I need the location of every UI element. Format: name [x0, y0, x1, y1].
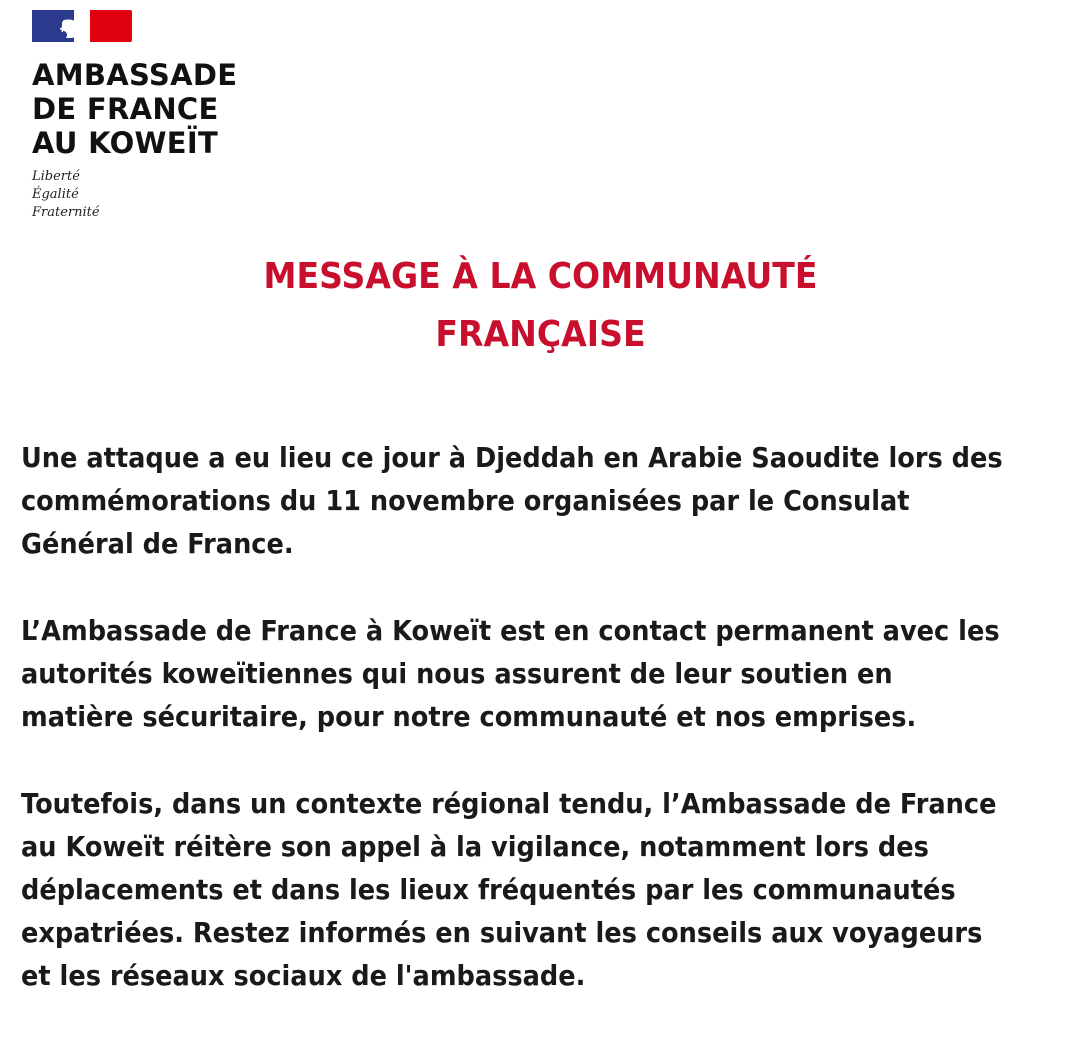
french-flag-block — [32, 10, 132, 42]
message-title-line: FRANÇAISE — [435, 314, 646, 355]
embassy-name-line: AMBASSADE — [32, 58, 238, 92]
embassy-name-line: DE FRANCE — [32, 92, 219, 126]
motto-egalite: Égalité — [32, 187, 79, 202]
paragraph-attack-report: Une attaque a eu lieu ce jour à Djeddah en Arabie Saoudite lors des commémorations du 11 novembre organisées par le Consulat Général de France. — [21, 441, 1003, 560]
motto-fraternite: Fraternité — [32, 205, 100, 220]
flag-red-stripe — [90, 10, 132, 42]
paragraph-embassy-contact: L’Ambassade de France à Koweït est en contact permanent avec les autorités koweïtiennes qui nous assurent de leur soutien en matière sécuritaire, pour notre communauté et nos emprises. — [21, 614, 1000, 733]
message-title — [0, 248, 1080, 364]
republic-motto — [32, 168, 292, 222]
embassy-name-line: AU KOWEÏT — [32, 126, 219, 160]
embassy-name — [32, 58, 292, 160]
message-title-line: MESSAGE À LA COMMUNAUTÉ — [263, 256, 818, 297]
marianne-profile-icon — [50, 17, 84, 39]
motto-liberte: Liberté — [32, 169, 80, 184]
paragraph-vigilance-appeal: Toutefois, dans un contexte régional tendu, l’Ambassade de France au Koweït réitère son appel à la vigilance, notamment lors des déplacements et dans les lieux fréquentés par les communautés expatriées. Restez informés en suivant les conseils aux voyageurs et les réseaux sociaux de l'ambassade. — [21, 787, 997, 992]
message-body — [21, 436, 1050, 1041]
embassy-logo — [32, 10, 292, 222]
